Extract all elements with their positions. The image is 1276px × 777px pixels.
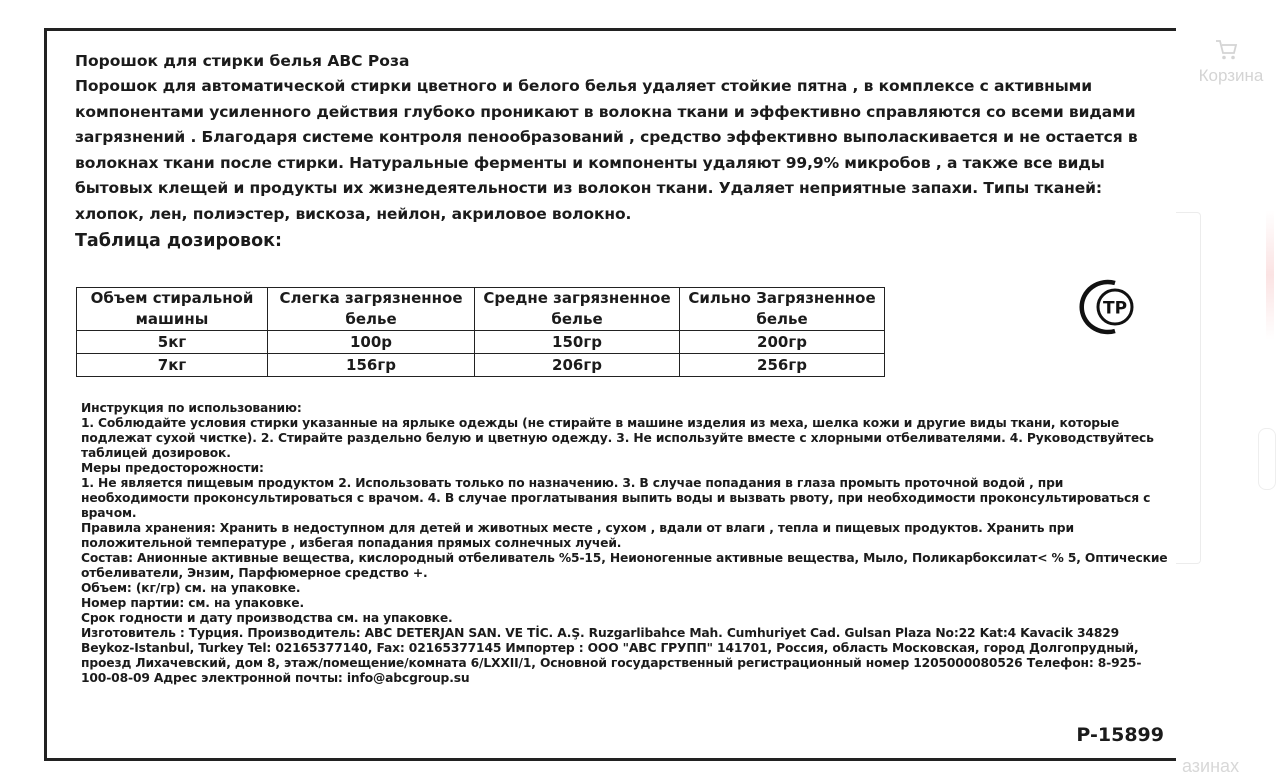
registration-number: P-15899 (1076, 724, 1164, 746)
dosage-cell: 5кг (77, 331, 268, 354)
dosage-row (77, 354, 885, 377)
instruction-line: Изготовитель : Турция. Производитель: ABC DETERJAN SAN. VE TİC. A.Ş. Ruzgarlibahce Mah. Cumhuriyet Cad. Gulsan Plaza No:22 Kat:4 Kavacik 34829 Beykoz-Istanbul, Turkey Tel: 02165377140, Fax: 02165377145 Импортер : ООО "АВС ГРУПП" 141701, Россия, область Московская, город Долгопрудный, проезд Лихачевский, дом 8, этаж/помещение/комната 6/LXXII/1, Основной государственный регистрационный номер 1205000080526 Телефон: 8-925-100-08-09 Адрес электронной почты: info@abcgroup.su (81, 626, 1142, 685)
background-decoration (1266, 210, 1274, 340)
dosage-row (77, 331, 885, 354)
dosage-cell: 156гр (268, 354, 475, 377)
product-label (44, 28, 1176, 761)
product-description: Порошок для автоматической стирки цветного и белого белья удаляет стойкие пятна , в комплексе с активными компонентами усиленного действия глубоко проникают в волокна ткани и эффективно справляются со всеми видами загрязнений . Благодаря системе контроля пенообразований , средство эффективно выполаскивается и не остается в волокнах ткани после стирки. Натуральные ферменты и компоненты удаляют 99,9% микробов , а также все виды бытовых клещей и продукты их жизнедеятельности из волокон ткани. Удаляет неприятные запахи. Типы тканей: хлопок, лен, полиэстер, вискоза, нейлон, акриловое волокно. (75, 77, 1138, 223)
dosage-header-cell: Слегка загрязненное белье (268, 288, 475, 331)
cart-label: Корзина (1198, 66, 1264, 85)
dosage-cell: 7кг (77, 354, 268, 377)
dosage-title: Таблица дозировок: (75, 230, 283, 251)
background-scroll-pill (1258, 428, 1276, 490)
background-footer-text: азинах (1182, 756, 1240, 776)
instruction-line: Правила хранения: Хранить в недоступном для детей и животных месте , сухом , вдали от влаги , тепла и пищевых продуктов. Хранить при положительной температуре , избегая попадания прямых солнечных лучей. (81, 521, 1074, 550)
instruction-line: Инструкция по использованию: (81, 401, 302, 415)
dosage-cell: 200гр (680, 331, 885, 354)
dosage-cell: 256гр (680, 354, 885, 377)
instruction-line: Объем: (кг/гр) см. на упаковке. (81, 581, 301, 595)
cart-link[interactable] (1176, 30, 1276, 86)
dosage-header-cell: Объем стиральной машины (77, 288, 268, 331)
instruction-line: Срок годности и дату производства см. на упаковке. (81, 611, 453, 625)
certification-mark-text: ТР (1102, 298, 1128, 319)
dosage-header-cell: Средне загрязненное белье (475, 288, 680, 331)
instruction-line: Состав: Анионные активные вещества, кислородный отбеливатель %5-15, Неионогенные активные вещества, Мыло, Поликарбоксилат< % 5, Оптические отбеливатели, Энзим, Парфюмерное средство +. (81, 551, 1168, 580)
instructions-block (81, 401, 1171, 686)
certification-mark-icon (1075, 275, 1141, 337)
label-header (75, 49, 1175, 254)
instruction-line: 1. Соблюдайте условия стирки указанные на ярлыке одежды (не стирайте в машине изделия из меха, шелка кожи и другие виды ткани, которые подлежат сухой чистке). 2. Стирайте раздельно белую и цветную одежду. 3. Не используйте вместе с хлорными отбеливателями. 4. Руководствуйтесь таблицей дозировок. (81, 416, 1154, 460)
dosage-cell: 100р (268, 331, 475, 354)
background-panel (1176, 212, 1201, 564)
dosage-table-header (77, 288, 885, 331)
dosage-cell: 206гр (475, 354, 680, 377)
instruction-line: 1. Не является пищевым продуктом 2. Использовать только по назначению. 3. В случае попадания в глаза промыть проточной водой , при необходимости проконсультироваться с врачом. 4. В случае проглатывания выпить воды и вызвать рвоту, при необходимости проконсультироваться с врачом. (81, 476, 1151, 520)
product-title: Порошок для стирки белья ABC Роза (75, 52, 410, 70)
dosage-table (76, 287, 885, 377)
cart-icon (1213, 38, 1239, 62)
dosage-header-cell: Сильно Загрязненное белье (680, 288, 885, 331)
dosage-cell: 150гр (475, 331, 680, 354)
instruction-line: Меры предосторожности: (81, 461, 264, 475)
instruction-line: Номер партии: см. на упаковке. (81, 596, 304, 610)
